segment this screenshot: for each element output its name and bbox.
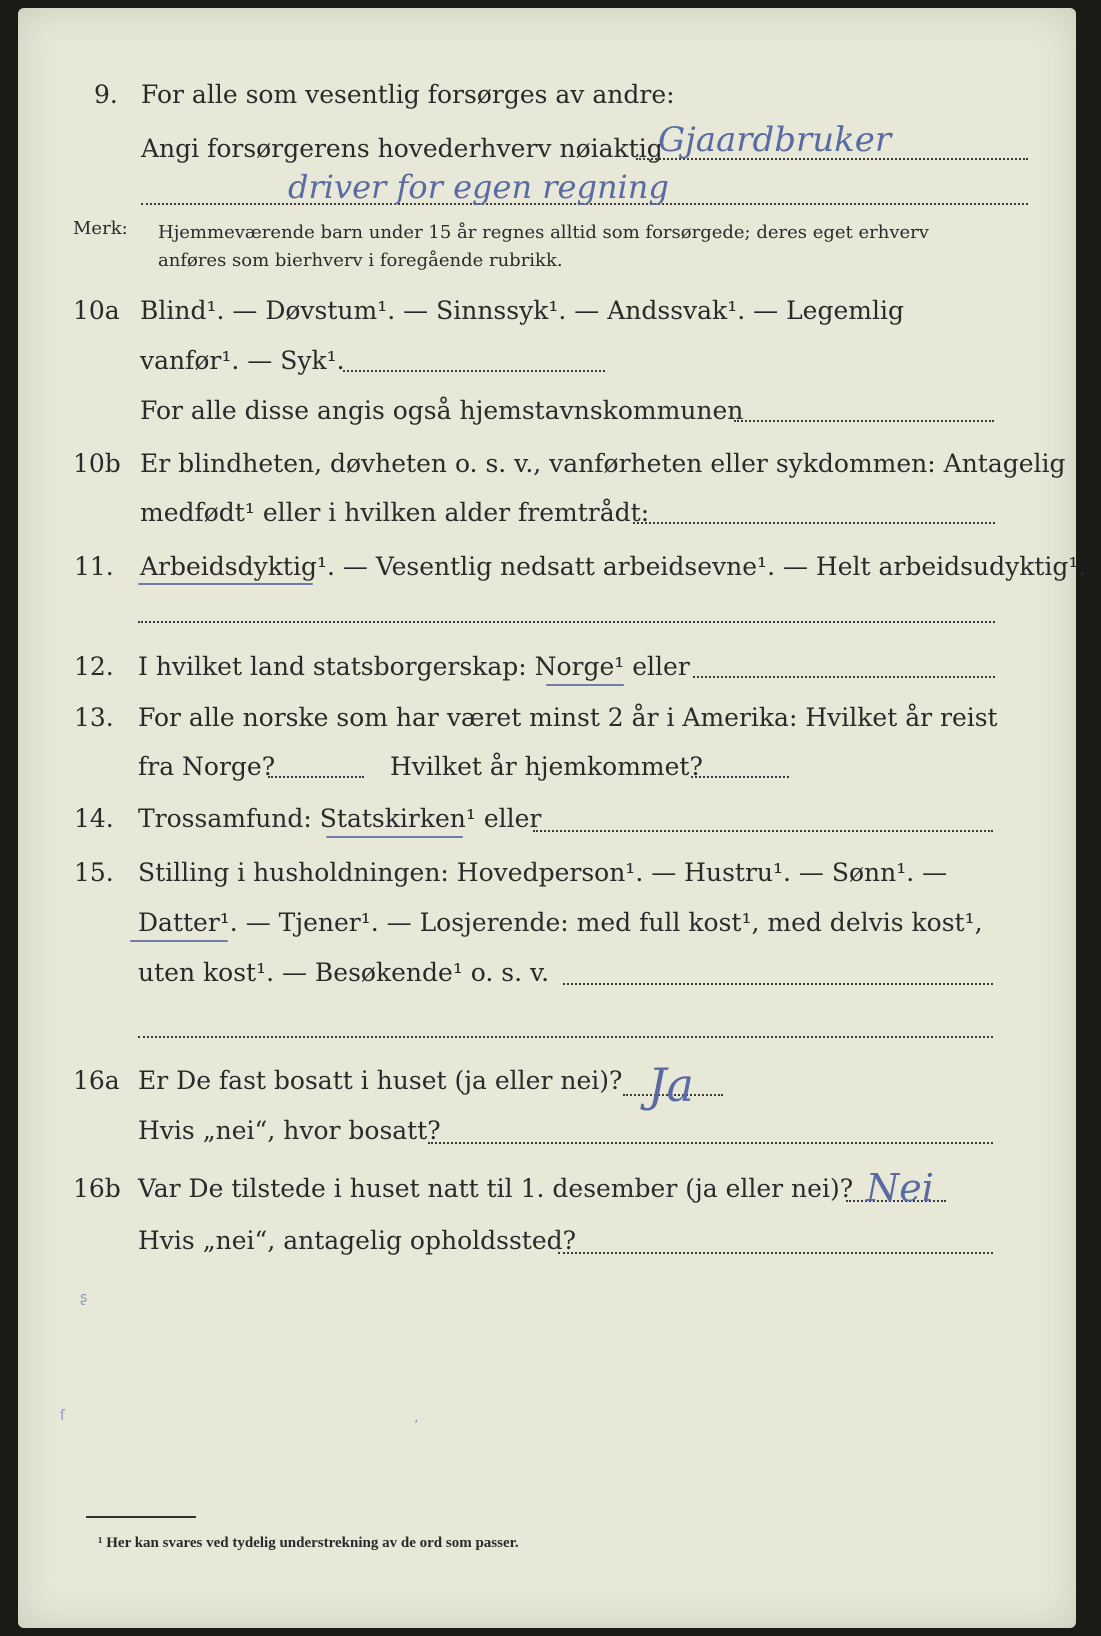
q15-number: 15. xyxy=(74,858,114,887)
q11-number: 11. xyxy=(74,552,114,581)
q13-number: 13. xyxy=(74,703,114,732)
q9-answer-1: Gjaardbruker xyxy=(658,120,892,160)
answer-line xyxy=(693,676,995,678)
form-page xyxy=(18,8,1087,1628)
underline-norge xyxy=(546,684,624,686)
q11-line1: Arbeidsdyktig¹. — Vesentlig nedsatt arbeidsevne¹. — Helt arbeidsudyktig¹. xyxy=(140,552,1087,581)
underline-arbeidsdyktig xyxy=(138,583,313,585)
q16a-number: 16a xyxy=(73,1066,120,1095)
q10a-line3: For alle disse angis også hjemstavnskommunen xyxy=(140,396,744,425)
q16a-line2: Hvis „nei“, hvor bosatt? xyxy=(138,1116,441,1145)
q10b-line1: Er blindheten, døvheten o. s. v., vanførheten eller sykdommen: Antagelig xyxy=(140,449,1066,478)
footnote: ¹ Her kan svares ved tydelig understrekning av de ord som passer. xyxy=(98,1535,519,1551)
q12-line1: I hvilket land statsborgerskap: Norge¹ eller xyxy=(138,652,690,681)
answer-line xyxy=(533,830,993,832)
q13-line1: For alle norske som har været minst 2 år i Amerika: Hvilket år reist xyxy=(138,703,998,732)
answer-line xyxy=(563,983,993,985)
q9-number: 9. xyxy=(94,80,118,109)
answer-line xyxy=(691,776,789,778)
underline-datter xyxy=(130,940,228,942)
q10b-line2: medfødt¹ eller i hvilken alder fremtrådt: xyxy=(140,498,650,527)
answer-line xyxy=(268,776,364,778)
ink-smudge: ʼ xyxy=(414,1418,419,1434)
footnote-rule xyxy=(86,1516,196,1518)
q10b-number: 10b xyxy=(73,449,121,478)
q16b-number: 16b xyxy=(73,1174,121,1203)
q9-answer-2: driver for egen regning xyxy=(288,168,669,206)
q15-line1: Stilling i husholdningen: Hovedperson¹. — Hustru¹. — Sønn¹. — xyxy=(138,858,948,887)
q16b-line1: Var De tilstede i huset natt til 1. desember (ja eller nei)? xyxy=(138,1174,854,1203)
q15-line2: Datter¹. — Tjener¹. — Losjerende: med full kost¹, med delvis kost¹, xyxy=(138,908,983,937)
q15-line3: uten kost¹. — Besøkende¹ o. s. v. xyxy=(138,958,550,987)
q12-number: 12. xyxy=(74,652,114,681)
merk-line2: anføres som bierhverv i foregående rubrikk. xyxy=(158,250,563,271)
q13-line2a: fra Norge? xyxy=(138,752,276,781)
merk-line1: Hjemmeværende barn under 15 år regnes alltid som forsørgede; deres eget erhverv xyxy=(158,222,929,243)
q16b-line2: Hvis „nei“, antagelig opholdssted? xyxy=(138,1226,577,1255)
answer-line xyxy=(558,1252,993,1254)
q9-line1: For alle som vesentlig forsørges av andre: xyxy=(141,80,675,109)
ink-smudge: ſ xyxy=(60,1408,65,1424)
q16a-answer: Ja xyxy=(648,1058,694,1112)
q10a-line2: vanfør¹. — Syk¹. xyxy=(140,346,345,375)
ink-smudge: ʂ xyxy=(80,1290,88,1306)
underline-statskirken xyxy=(326,836,463,838)
q9-line2: Angi forsørgerens hovederhverv nøiaktig xyxy=(141,134,663,163)
q10a-number: 10a xyxy=(73,296,120,325)
answer-line xyxy=(633,522,995,524)
q10a-line1: Blind¹. — Døvstum¹. — Sinnssyk¹. — Andssvak¹. — Legemlig xyxy=(140,296,904,325)
answer-line xyxy=(138,621,995,623)
answer-line xyxy=(428,1142,993,1144)
answer-line xyxy=(734,420,994,422)
merk-label: Merk: xyxy=(73,218,128,239)
q13-line2b: Hvilket år hjemkommet? xyxy=(390,752,703,781)
q16a-line1: Er De fast bosatt i huset (ja eller nei)? xyxy=(138,1066,623,1095)
answer-line xyxy=(343,370,605,372)
q14-line1: Trossamfund: Statskirken¹ eller xyxy=(138,804,542,833)
q14-number: 14. xyxy=(74,804,114,833)
answer-line xyxy=(138,1036,993,1038)
q16b-answer: Nei xyxy=(866,1166,934,1210)
